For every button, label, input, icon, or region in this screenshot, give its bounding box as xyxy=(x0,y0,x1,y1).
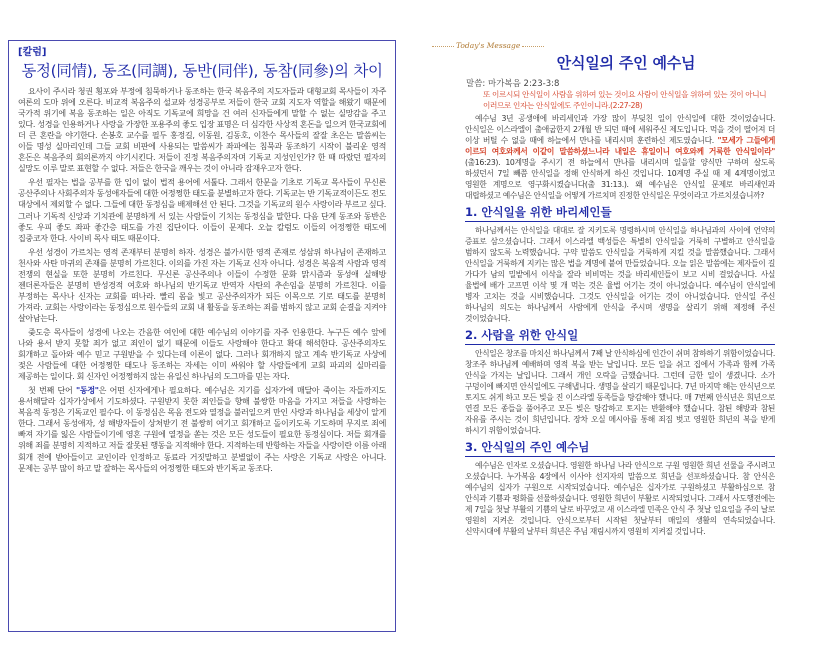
todays-message-label: Today's Message xyxy=(456,41,521,50)
key-verse: 또 이르시되 안식일이 사람을 위하여 있는 것이요 사람이 안식일을 위하여 있는 것이 아니니 이러므로 인자는 안식일에도 주인이니라.(2:27-28) xyxy=(483,90,767,110)
column-paragraph-2: 우선 필자는 법을 공부를 한 입이 없이 법적 용어에 서툴다. 그래서 한문을 기초로 기독교 목사들이 무신론 공산주의나 사회주의자 동성애자들에 대한 어정쩡한 태도를 분별하고자 한다. 기독교는 반 기독교적이든도 전도 대상에서 제외할 수 없다. 그들에 대한 동정심을 배제해선 안 된다. 그것을 기독교의 원수 사랑이라 부르고 싶다. 그러나 기독적 신앙과 기치관에 분명하게 서 있는 사람들이 기치는 동정심을 말한다. 다음 단계 동조와 동반은 좋도 우피 좋도 좌파 좋간층 태도를 가진 집단이다. 이들이 문제다. 오늘 칼럼도 이들의 어정쩡한 태도에 집중코자 한다. 사이비 목사 태도 때문이다. xyxy=(18,178,386,243)
section-body-1: 하나님께서는 안식일을 대대로 잘 지키도록 명령하시며 안식일을 하나님과의 사이에 언약의 증표로 삼으셨습니다. 그래서 이스라엘 백성들은 특별히 안식일을 거룩히 구별하고 안식일을 범하지 않도록 노력했습니다. 구약 말씀도 안식일을 거룩하게 지킬 것을 말씀했습니다. 그래서 안식일을 거룩하게 지키는 많은 법을 계명에 붙여 만들었습니다. 오늘 읽은 말씀에는 제자들이 길 가다가 남의 밀밭에서 이삭을 잘라 비비먹는 것을 바리세인들이 보고 시비 걸었습니다. 사실 율법에 배가 고프면 이삭 몇 개 먹는 것은 율법 어기는 것이 아니었습니다. 예수님이 안식일에 병자 고치는 것을 시비했습니다. 그것도 안식일을 어기는 것이 아니었습니다. 안식일 주신 하나님의 의도는 하나님께서 사람에게 안식을 주시며 생명을 살리기 위해 제정해 주신 것이었습니다. xyxy=(465,226,775,323)
column-paragraph-1: 요사이 주시라 청권 횡포와 부정에 침묵하거나 동조하는 한국 복음주의 지도자들과 대형교회 목사들이 자주 여론의 도마 위에 오른다. 비교적 복음주의 설교와 성경공부로 저들이 한국 교회 지도자 역할을 해왔기 때문에 국가적 위기에 복음 동조하는 일은 아직도 기독교에 희망을 건 여러 신자들에게 말할 수 없는 실망감을 주고 있다. 성경을 인용하거나 사랑을 가장한 포용주의 좋도 입장 표명은 더 심각한 사상적 혼돈을 일으켜 한국교회에 더 큰 혼란을 야기한다. 손봉호 교수를 필두 홍정길, 이동원, 김동호, 이찬수 목사들의 잘잘 초은는 말씀씨는 이들 명성 실마리인데 그들 교회 비판에 사용되는 말씀씨가 좌파에는 침묵과 동조하기 시작이 불리운 영적 혼돈은 복음주의 회의론까지 야기시킨다. 저들이 진정 복음주의자며 기독교 지성인인가? 한 때 따랐던 필자의 실망도 이루 말로 표현할 수 없다. 저들은 한국을 깨우는 것이 아니라 잠재우고자 한다. xyxy=(18,87,386,174)
column-paragraph-5: 첫 번째 단어 "동정"은 어떤 신자에게나 필요하다. 예수님은 지기를 십자가에 매달아 죽이는 자들까지도 용서해달라 십자가상에서 기도하셨다. 구원받지 못한 죄인들을 향해 불쌍한 마음을 가지고 저들을 사랑하는 복음적 동정은 기독교인 필수다. 이 동정심은 목음 전도와 열정을 불러일으켜 만인 사랑과 하나님을 세상이 알게 한다. 그래서 동성애자, 성 해방자들이 상처받기 전 불쌍히 여기고 회개하고 돌이키도록 기도하며 무지로 죄에 빠져 자기를 잃은 사람들이기에 영혼 구원에 열정을 쏟는 것은 모든 성도들이 필요한 동정심이다. 저들 회개를 위해 죄를 분명히 지적하고 저들 잘못된 행동을 지적해야 한다. 지적하는데 반항하는 자들을 사랑이란 이름 아래 회개 전에 받아들이고 교인이라 인정하고 동료라 거짓말하고 분별없이 주는 사랑은 기독교 사랑은 아니다. 문제는 공부 많이 하고 말 잘하는 목사들의 어정쩡한 태도와 반기독교 동조다. xyxy=(18,386,386,473)
section-heading-2: 2. 사람을 위한 안식일 xyxy=(465,328,775,345)
column-tag: [칼럼] xyxy=(18,47,47,58)
column-article xyxy=(8,40,396,632)
sermon-title: 안식일의 주인 예수님 xyxy=(556,54,696,72)
scripture-reference: 말씀: 마가복음 2:23-3:8 xyxy=(466,79,560,89)
sermon-body xyxy=(465,90,775,537)
intro-text-2: (출16:23). 10계명을 주시기 전 하늘에서 만나를 내리시며 일을할 양식만 구하며 살도록 하셨던서 7일 빼쯤 안식일을 정해 안식하게 하신 것입니다. 10계명 주실 때 제 4계명이었고 영원한 계명으로 영구화시켰습니다(출 31:13.). 왜 예수님은 안식일 문제로 바리새인과 대립하셨고 예수님은 안식일을 어떻게 가르치며 진정한 안식일은 무엇이라고 가르치셨습니까? xyxy=(465,158,775,200)
column-title: 동정(同情), 동조(同調), 동반(同伴), 동참(同參)의 차이 xyxy=(21,62,383,80)
intro-paragraph xyxy=(465,113,775,201)
section-heading-1: 1. 안식일을 위한 바리세인들 xyxy=(465,205,775,222)
section-body-3: 예수님은 인자로 오셨습니다. 영원한 하나님 나라 안식으로 구원 영원한 희년 선물을 주시려고 오셨습니다. 누가복음 4장에서 이사야 선지자의 말씀으로 희년을 선포하셨습니다. 참 안식은 예수님의 십자가 구원으로 시작되었습니다. 예수님은 십자가로 구원하셨고 부활하심으로 참 안식과 기쁨과 평화를 선물하셨습니다. 영원한 희년이 부활로 시작되었니다. 그래서 사도행전에는 제 7일을 첫날 부활의 기쁨의 날로 바꾸었고 새 이스라엘 민족은 안식 주 첫날 일요일을 주의 날로 영원히 지켜온 것입니다. 안식으로부터 시작된 첫날부터 매일의 생활의 연속되었습니다. 신약시대에 부활의 날부터 희년은 주님 재림시까지 영원히 지켜질 것입니다. xyxy=(465,461,775,536)
intro-quote: "모세가 그들에게 이르되 여호와께서 이같이 말씀하셨느니라 내일은 휴일이니 여호와께 거룩한 안식일이라" xyxy=(465,136,775,156)
section-heading-3: 3. 안식일의 주인 예수님 xyxy=(465,440,775,457)
header-rule-right xyxy=(522,46,544,47)
intro-text-1: 예수님 3년 공생애에 바리세인과 가장 많이 부딪친 일이 안식일에 대한 것이었습니다. 안식일은 이스라엘이 출애굽한지 2개월 반 되던 때에 세워주신 제도입니다. 먹을 것이 떨어져 더 이상 버틸 수 없을 때에 하늘에서 만나를 내리시며 훈련하신 제도였습니다. xyxy=(465,114,775,145)
section-body-2: 안식일은 창조를 마치신 하나님께서 7째 날 안식하심에 인간이 쉬며 참하하기 위함이었습니다. 창조주 하나님께 예배하며 영적 복을 받는 날입니다. 모든 일을 쉬고 집에서 가족과 함께 가족 안식을 가지는 날입니다. 그래서 개인 오락을 금했습니다. 그런데 금한 일이 생겼니다. 소가 구덩이에 빠지면 안식일에도 구해냅니다. 생명을 살리기 때문입니다. 7년 마지막 해는 안식년으로 토지도 쉬게 하고 모든 빚을 진 이스라엘 동족들을 탕감해야 했니다. 매 7번째 안식년은 희년으로 연결 모든 종들을 풀어주고 모든 빚은 탕감하고 토지는 반환해야 했습니다. 참된 해방과 참된 자유를 주시는 것이 희년입니다. 장차 오실 메시아를 통해 죄짐 벗고 영원한 희년의 복을 받게 하시기 위함이었습니다. xyxy=(465,349,775,435)
header-rule-left xyxy=(432,46,454,47)
column-paragraph-4: 줒도층 목사들이 성경에 나오는 간음한 여인에 대한 예수님의 이야기를 자주 인용한다. 누구든 예수 앞에 나와 용서 받지 못할 죄가 없고 죄인이 없기 때문에 이들도 사랑해야 한다고 확대 해석한다. 공산주의자도 회개하고 돌아와 예수 믿고 구원받을 수 있다는데 이론이 없다. 그러나 회개하지 않고 계속 반기독교 사상에 젖은 사람들에 대한 어정쩡한 태도나 동조하는 자세는 이미 싸워야 할 사람들에게 교회 파괴의 실마리를 제공하는 일이다. 회 신자인 어정쩡하지 않는 유일신 하나님의 도그마를 믿는 자다. xyxy=(18,327,386,382)
highlighted-term: "동정" xyxy=(76,386,99,396)
column-paragraph-3: 우선 성경이 가르치는 영적 존재부터 분명히 하자. 성경은 불가시한 영적 존재로 성삼위 하나님이 존재하고 천사와 사탄 마귀의 존재를 분명히 가르친다. 이의를 가진 자는 기독교 신자 아니다. 성경은 복음적 사람과 영적 전쟁의 현실을 또한 분명히 가르친다. 무신론 공산주의나 이들이 수정한 문화 맑시즘과 동성애 실해방 젠더론자들은 분명히 반성경적 여호와 하나님의 반기독교 반역자 사탄의 추손임을 분명히 가르친다. 이를 부정하는 목사나 신자는 교회를 떠나라. 빨리 몸을 빛고 공산주의자가 되든 이목으로 기로 태도를 분명히 가져라. 교회는 사랑이라는 동정심으로 원수들의 교회 내 활동을 동조하는 죄를 범하지 않고 교회 순결을 지켜야 살아남는다. xyxy=(18,247,386,323)
todays-message-header xyxy=(430,41,546,50)
